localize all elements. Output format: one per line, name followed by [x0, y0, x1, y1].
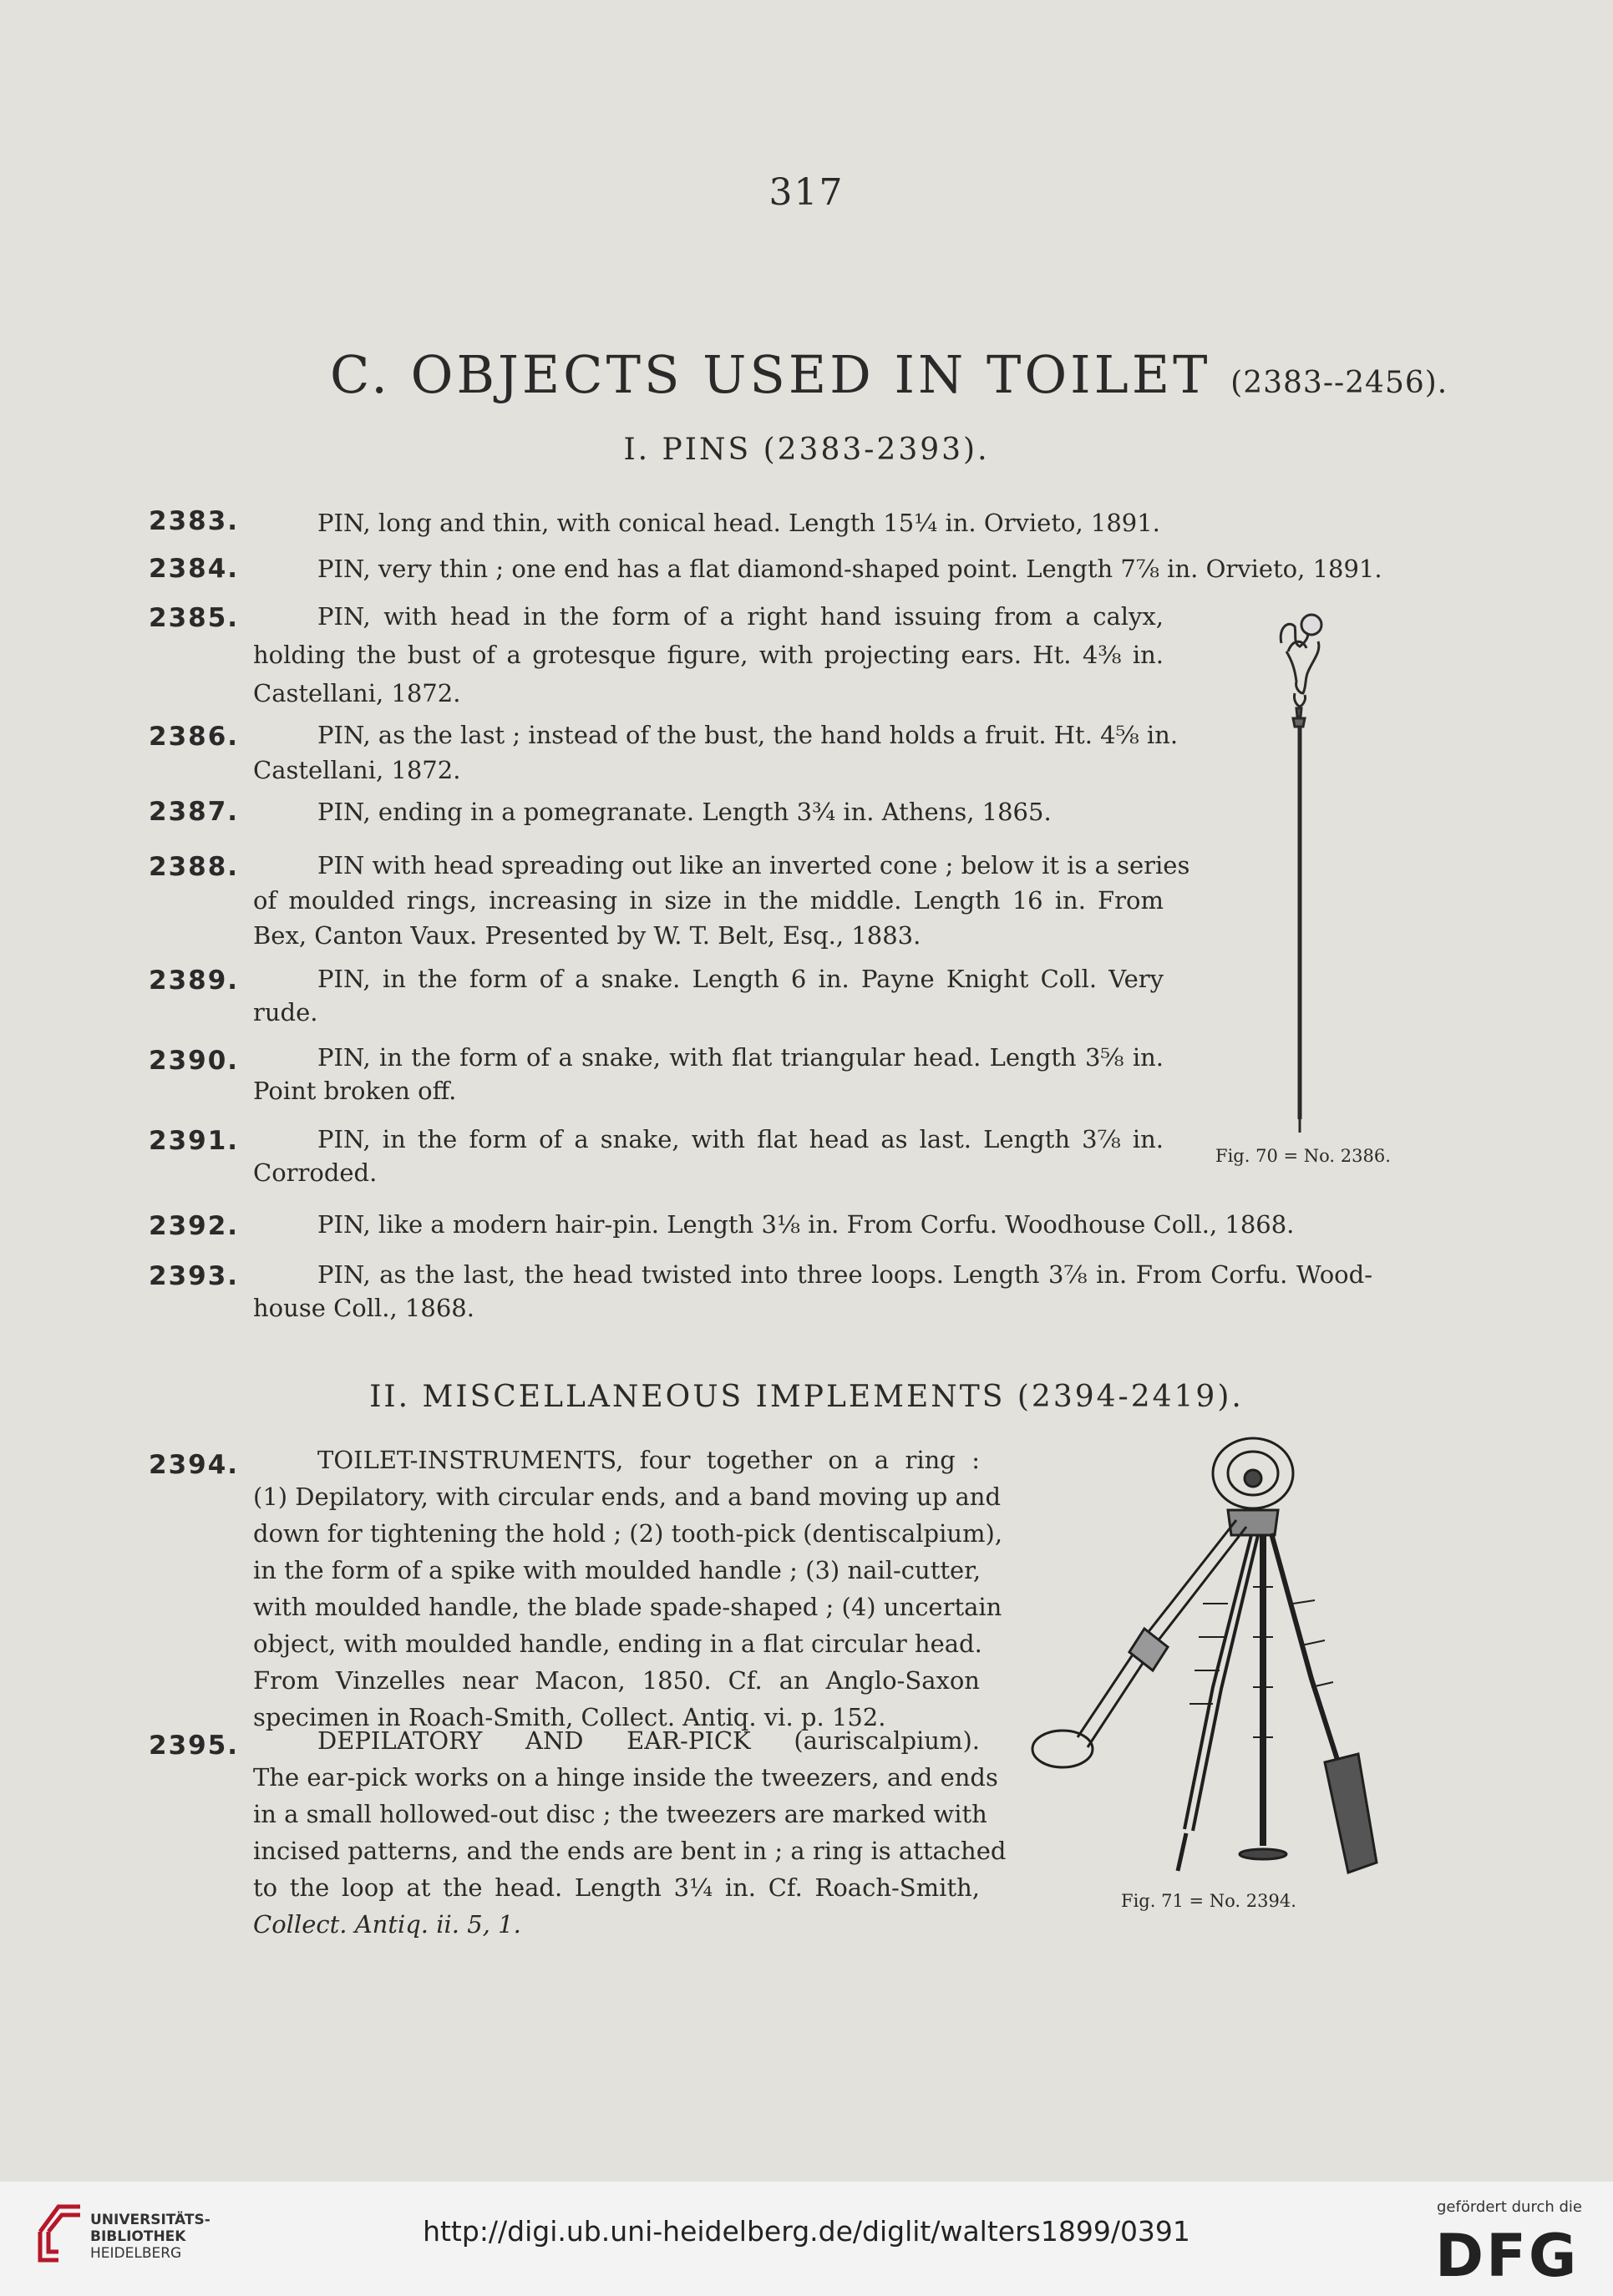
entry-line: DEPILATORY AND EAR-PICK (auriscalpium). — [317, 1726, 980, 1755]
chapter-title-range: (2383--2456). — [1230, 366, 1448, 400]
entry-line: in the form of a spike with moulded handle ; (3) nail-cutter, — [253, 1556, 981, 1584]
entry-number: 2393. — [149, 1261, 240, 1291]
pin-illustration — [1245, 601, 1362, 1136]
entry-line: specimen in Roach-Smith, Collect. Antiq. vi. p. 152. — [253, 1703, 886, 1731]
entry-line: in a small hollowed-out disc ; the tweezers are marked with — [253, 1800, 987, 1828]
entry-line: incised patterns, and the ends are bent in ; a ring is attached — [253, 1837, 1007, 1865]
entry-line: Castellani, 1872. — [253, 756, 461, 784]
entry-2389 — [253, 957, 1164, 1034]
entry-line: PIN, as the last, the head twisted into three loops. Length 3⅞ in. From Corfu. Wood- — [317, 1260, 1372, 1289]
entry-number: 2386. — [149, 722, 240, 752]
entry-2386 — [253, 713, 1179, 792]
entry-line: Corroded. — [253, 1158, 378, 1187]
entry-2395 — [253, 1722, 1007, 1943]
entry-2390 — [253, 1036, 1164, 1113]
entry-number: 2395. — [149, 1731, 240, 1761]
entry-number: 2390. — [149, 1046, 240, 1076]
chapter-title — [330, 344, 1448, 405]
entry-number: 2385. — [149, 603, 240, 633]
entry-number: 2384. — [149, 554, 240, 584]
library-line-1: UNIVERSITÄTS- — [90, 2212, 211, 2228]
entry-2384 — [317, 547, 1403, 590]
figure-71-caption: Fig. 71 = No. 2394. — [1121, 1891, 1296, 1911]
entry-line: to the loop at the head. Length 3¼ in. Cf. Roach-Smith, — [253, 1873, 980, 1902]
entry-line: (1) Depilatory, with circular ends, and a band moving up and — [253, 1483, 1002, 1511]
entry-number: 2383. — [149, 506, 240, 536]
entry-line: Point broken off. — [253, 1077, 457, 1105]
entry-line: PIN, as the last ; instead of the bust, the hand holds a fruit. Ht. 4⅝ in. — [317, 721, 1179, 749]
entry-line: PIN with head spreading out like an inverted cone ; below it is a series — [317, 851, 1190, 879]
entry-line: house Coll., 1868. — [253, 1294, 474, 1322]
entry-line: with moulded handle, the blade spade-shaped ; (4) uncertain — [253, 1593, 1002, 1621]
figure-70-caption: Fig. 70 = No. 2386. — [1215, 1146, 1391, 1166]
entry-line: TOILET-INSTRUMENTS, four together on a ring : — [317, 1446, 980, 1474]
entry-line: of moulded rings, increasing in size in the middle. Length 16 in. From — [253, 886, 1164, 915]
entry-number: 2392. — [149, 1211, 240, 1241]
entry-number: 2387. — [149, 797, 240, 827]
entry-2383 — [317, 501, 1160, 545]
entry-line: object, with moulded handle, ending in a flat circular head. — [253, 1630, 982, 1658]
entry-line: Collect. Antiq. ii. 5, 1. — [253, 1910, 521, 1939]
entry-number: 2389. — [149, 966, 240, 996]
entry-number: 2394. — [149, 1450, 240, 1480]
entry-line: Bex, Canton Vaux. Presented by W. T. Belt, Esq., 1883. — [253, 921, 921, 950]
permalink-url[interactable]: http://digi.ub.uni-heidelberg.de/diglit/walters1899/0391 — [423, 2215, 1190, 2248]
entry-line: From Vinzelles near Macon, 1850. Cf. an Anglo-Saxon — [253, 1666, 980, 1695]
page-number: 317 — [768, 171, 845, 214]
entry-2387 — [317, 790, 1153, 834]
dfg-logo: DFG — [1435, 2222, 1580, 2290]
entry-2388 — [253, 844, 1190, 957]
entry-2391 — [253, 1118, 1164, 1194]
entry-line: PIN, very thin ; one end has a flat diamond-shaped point. Length 7⅞ in. Orvieto, 1891. — [317, 555, 1382, 583]
entry-line: rude. — [253, 998, 318, 1026]
entry-number: 2391. — [149, 1126, 240, 1156]
entry-line: PIN, in the form of a snake, with flat triangular head. Length 3⅝ in. — [317, 1043, 1164, 1072]
entry-line: PIN, long and thin, with conical head. Length 15¼ in. Orvieto, 1891. — [317, 509, 1160, 537]
entry-2385 — [253, 595, 1164, 715]
section-heading-implements: II. MISCELLANEOUS IMPLEMENTS (2394-2419). — [369, 1380, 1244, 1414]
library-line-3: HEIDELBERG — [90, 2245, 182, 2262]
funded-by-text: gefördert durch die — [1437, 2198, 1582, 2216]
entry-line: PIN, ending in a pomegranate. Length 3¾ in. Athens, 1865. — [317, 798, 1052, 826]
entry-line: PIN, like a modern hair-pin. Length 3⅛ in. From Corfu. Woodhouse Coll., 1868. — [317, 1210, 1295, 1239]
entry-line: down for tightening the hold ; (2) tooth-pick (dentiscalpium), — [253, 1519, 1003, 1548]
chapter-title-text: C. OBJECTS USED IN TOILET — [330, 344, 1211, 405]
entry-line: Castellani, 1872. — [253, 679, 461, 707]
entry-line: PIN, with head in the form of a right hand issuing from a calyx, — [317, 602, 1164, 631]
entry-2394 — [253, 1442, 1003, 1736]
entry-2393 — [253, 1253, 1372, 1330]
entry-line: PIN, in the form of a snake, with flat head as last. Length 3⅞ in. — [317, 1125, 1164, 1153]
entry-number: 2388. — [149, 852, 240, 882]
library-line-2: BIBLIOTHEK — [90, 2228, 186, 2245]
entry-line: holding the bust of a grotesque figure, with projecting ears. Ht. 4⅜ in. — [253, 641, 1164, 669]
entry-line: PIN, in the form of a snake. Length 6 in. Payne Knight Coll. Very — [317, 965, 1164, 993]
entry-line: The ear-pick works on a hinge inside the tweezers, and ends — [253, 1763, 998, 1792]
entry-2392 — [317, 1203, 1403, 1246]
section-heading-pins: I. PINS (2383-2393). — [623, 433, 990, 467]
toilet-instruments-illustration — [1027, 1437, 1395, 1888]
